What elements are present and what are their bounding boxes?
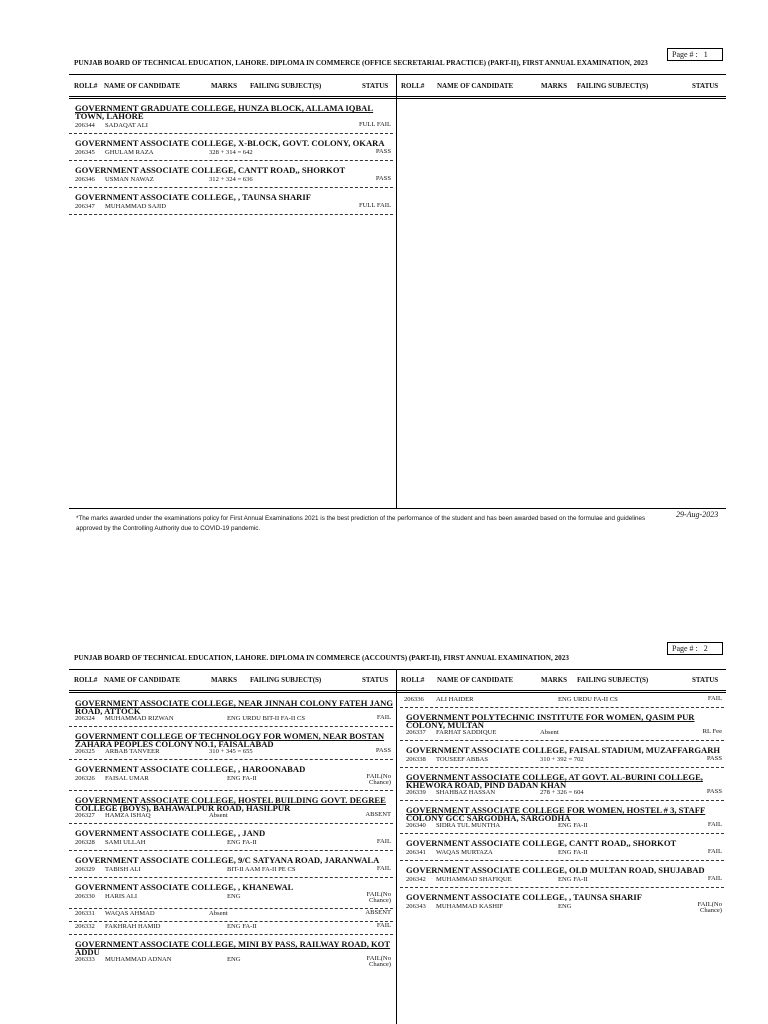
status: FAIL	[376, 714, 391, 721]
institute-name: GOVERNMENT ASSOCIATE COLLEGE, FAISAL STADIUM, MUZAFFARGARH	[406, 745, 721, 754]
roll-number: 206345	[75, 149, 95, 156]
institute-name: GOVERNMENT ASSOCIATE COLLEGE, , TAUNSA SHARIF	[406, 892, 642, 901]
institute-name: GOVERNMENT ASSOCIATE COLLEGE, , HAROONABAD	[75, 764, 306, 773]
col-name-header: NAME OF CANDIDATE	[437, 82, 514, 90]
column-header-rule	[69, 690, 726, 693]
roll-number: 206332	[75, 923, 95, 930]
table-row	[69, 715, 393, 727]
col-failing-header: FAILING SUBJECT(S)	[250, 676, 322, 684]
candidate-name: TOUSEEF ABBAS	[436, 756, 489, 763]
status: FAIL	[707, 848, 722, 855]
failing-subjects: ENG URDU FA-II CS	[558, 696, 618, 703]
candidate-name: USMAN NAWAZ	[105, 176, 154, 183]
institute-name: GOVERNMENT POLYTECHNIC INSTITUTE FOR WOMEN, QASIM PUR COLONY, MULTAN	[406, 712, 695, 729]
institute-name: GOVERNMENT GRADUATE COLLEGE, HUNZA BLOCK, ALLAMA IQBAL TOWN, LAHORE	[75, 103, 374, 120]
status: FAIL	[707, 821, 722, 828]
institute-name: GOVERNMENT ASSOCIATE COLLEGE, MINI BY PASS, RAILWAY ROAD, KOT ADDU	[75, 939, 391, 956]
institute-name: GOVERNMENT ASSOCIATE COLLEGE, 9/C SATYANA ROAD, JARANWALA	[75, 855, 380, 864]
marks: Absent	[540, 729, 559, 736]
institute-block	[69, 824, 393, 851]
failing-subjects: ENG	[227, 893, 241, 900]
institute-name: GOVERNMENT ASSOCIATE COLLEGE, , JAND	[75, 828, 266, 837]
marks: 312 + 324 = 636	[209, 176, 253, 183]
col-status-header: STATUS	[692, 82, 719, 90]
left-column	[69, 694, 393, 973]
col-status-header: STATUS	[362, 676, 389, 684]
roll-number: 206324	[75, 715, 95, 722]
failing-subjects: ENG FA-II	[558, 822, 588, 829]
candidate-name: TABISH ALI	[105, 866, 141, 873]
institute-block	[400, 834, 724, 861]
roll-number: 206338	[406, 756, 426, 763]
institute-block	[69, 727, 393, 760]
page-number: Page # : 2	[667, 642, 723, 655]
institute-name: GOVERNMENT ASSOCIATE COLLEGE, CANTT ROAD,, SHORKOT	[75, 165, 346, 174]
col-roll-header: ROLL#	[74, 676, 98, 684]
table-row	[400, 901, 724, 918]
col-status-header: STATUS	[692, 676, 719, 684]
failing-subjects: BIT-II AAM FA-II PE CS	[227, 866, 296, 873]
institute-block	[69, 694, 393, 727]
candidate-name: SIDRA TUL MUNTHA	[436, 822, 501, 829]
institute-block	[400, 708, 724, 741]
candidate-name: SHAHBAZ HASSAN	[436, 789, 496, 796]
page-header: PUNJAB BOARD OF TECHNICAL EDUCATION, LAHORE. DIPLOMA IN COMMERCE (OFFICE SECRETARIAL PRACTICE) (PART-II), FIRST ANNUAL EXAMINATION, 2023	[74, 59, 648, 67]
table-row	[400, 874, 724, 888]
status: FAIL(No Chance)	[366, 773, 391, 786]
institute-name: GOVERNMENT ASSOCIATE COLLEGE, , TAUNSA SHARIF	[75, 192, 311, 201]
institute-name: GOVERNMENT ASSOCIATE COLLEGE, AT GOVT. AL-BURINI COLLEGE, KHEWORA ROAD, PIND DADAN KHAN	[406, 772, 703, 789]
table-row	[69, 864, 393, 878]
table-row	[400, 729, 724, 741]
failing-subjects: ENG	[227, 956, 241, 963]
status: FAIL	[707, 695, 722, 702]
candidate-name: MUHAMMAD KASHIF	[436, 903, 503, 910]
table-row	[69, 812, 393, 824]
col-name-header: NAME OF CANDIDATE	[104, 676, 181, 684]
roll-number: 206347	[75, 203, 95, 210]
table-row	[400, 694, 724, 708]
col-roll-header: ROLL#	[74, 82, 98, 90]
col-marks-header: MARKS	[211, 676, 238, 684]
candidate-name: FAKHRAH HAMID	[105, 923, 161, 930]
status: PASS	[375, 175, 391, 182]
status: PASS	[375, 747, 391, 754]
roll-number: 206333	[75, 956, 95, 963]
institute-block	[400, 768, 724, 801]
institute-block	[69, 935, 393, 973]
candidate-name: FAISAL UMAR	[105, 775, 149, 782]
col-marks-header: MARKS	[211, 82, 238, 90]
table-row	[400, 822, 724, 834]
col-failing-header: FAILING SUBJECT(S)	[250, 82, 322, 90]
institute-name: GOVERNMENT COLLEGE OF TECHNOLOGY FOR WOMEN, NEAR BOSTAN ZAHARA PEOPLES COLONY NO.1, FAISALABAD	[75, 731, 385, 748]
institute-name: GOVERNMENT ASSOCIATE COLLEGE FOR WOMEN, HOSTEL # 3, STAFF COLONY GCC SARGODHA, SARGODHA	[406, 805, 706, 822]
candidate-name: HARIS ALI	[105, 893, 138, 900]
institute-block	[69, 878, 393, 935]
table-row	[69, 922, 393, 935]
col-marks-header: MARKS	[541, 82, 568, 90]
marks: Absent	[209, 812, 228, 819]
roll-number: 206327	[75, 812, 95, 819]
col-marks-header: MARKS	[541, 676, 568, 684]
institute-block	[69, 760, 393, 791]
failing-subjects: ENG FA-II	[558, 876, 588, 883]
candidate-name: MUHAMMAD SAJID	[105, 203, 166, 210]
institute-name: GOVERNMENT ASSOCIATE COLLEGE, NEAR JINNAH COLONY FATEH JANG ROAD, ATTOCK	[75, 698, 393, 715]
roll-number: 206336	[404, 696, 424, 703]
institute-block	[69, 851, 393, 878]
roll-number: 206326	[75, 775, 95, 782]
roll-number: 206331	[75, 910, 95, 917]
institute-block	[400, 741, 724, 768]
institute-name: GOVERNMENT ASSOCIATE COLLEGE, OLD MULTAN ROAD, SHUJABAD	[406, 865, 705, 874]
marks: 310 + 392 = 702	[540, 756, 584, 763]
institute-block	[400, 888, 724, 918]
roll-number: 206330	[75, 893, 95, 900]
col-failing-header: FAILING SUBJECT(S)	[577, 676, 649, 684]
roll-number: 206341	[406, 849, 426, 856]
page-header: PUNJAB BOARD OF TECHNICAL EDUCATION, LAHORE. DIPLOMA IN COMMERCE (ACCOUNTS) (PART-II), FIRST ANNUAL EXAMINATION, 2023	[74, 654, 569, 662]
failing-subjects: ENG FA-II	[227, 775, 257, 782]
marks: 310 + 345 = 655	[209, 748, 253, 755]
table-row	[69, 837, 393, 851]
failing-subjects: ENG	[558, 903, 572, 910]
status: RL Fee	[702, 728, 722, 735]
candidate-name: ARBAB TANVEER	[105, 748, 160, 755]
roll-number: 206328	[75, 839, 95, 846]
table-row	[400, 789, 724, 801]
table-row	[69, 773, 393, 791]
status: FULL FAIL	[358, 202, 391, 209]
status: FAIL	[376, 865, 391, 872]
status: FAIL(No Chance)	[366, 955, 391, 968]
failing-subjects: ENG FA-II	[227, 839, 257, 846]
candidate-name: MUHAMMAD ADNAN	[105, 956, 172, 963]
institute-block	[69, 791, 393, 824]
candidate-name: FARHAT SADDIQUE	[436, 729, 497, 736]
status: PASS	[375, 148, 391, 155]
table-row	[69, 748, 393, 760]
status: ABSENT	[365, 909, 391, 916]
status: PASS	[706, 755, 722, 762]
institute-name: GOVERNMENT ASSOCIATE COLLEGE, X-BLOCK, GOVT. COLONY, OKARA	[75, 138, 385, 147]
status: FAIL	[376, 838, 391, 845]
candidate-name: MUHAMMAD SHAFIQUE	[436, 876, 512, 883]
status: FAIL	[376, 922, 391, 929]
table-row	[69, 891, 393, 909]
table-row	[69, 909, 393, 922]
candidate-name: SADAQAT ALI	[105, 122, 148, 129]
status: ABSENT	[365, 811, 391, 818]
col-name-header: NAME OF CANDIDATE	[104, 82, 181, 90]
status: FULL FAIL	[358, 121, 391, 128]
col-failing-header: FAILING SUBJECT(S)	[577, 82, 649, 90]
roll-number: 206344	[75, 122, 95, 129]
institute-name: GOVERNMENT ASSOCIATE COLLEGE, CANTT ROAD,, SHORKOT	[406, 838, 677, 847]
roll-number: 206343	[406, 903, 426, 910]
table-row	[400, 754, 724, 768]
institute-name: GOVERNMENT ASSOCIATE COLLEGE, , KHANEWAL	[75, 882, 294, 891]
marks: 328 + 314 = 642	[209, 149, 253, 156]
failing-subjects: ENG FA-II	[227, 923, 257, 930]
roll-number: 206346	[75, 176, 95, 183]
roll-number: 206325	[75, 748, 95, 755]
col-roll-header: ROLL#	[401, 676, 425, 684]
failing-subjects: ENG URDU BIT-II FA-II CS	[227, 715, 306, 722]
covid-footnote: *The marks awarded under the examinations policy for First Annual Examinations 2021 is the best prediction of the performance of the student and has been awarded based on the formulae and guidelines approved by the Controlling Authority due to COVID-19 pandemic.	[76, 515, 646, 532]
roll-number: 206342	[406, 876, 426, 883]
candidate-name: WAQAS MURTAZA	[436, 849, 493, 856]
marks: 278 + 326 = 604	[540, 789, 584, 796]
status: PASS	[706, 788, 722, 795]
col-roll-header: ROLL#	[401, 82, 425, 90]
candidate-name: SAMI ULLAH	[105, 839, 146, 846]
status: FAIL(No Chance)	[366, 891, 391, 904]
table-row	[400, 847, 724, 861]
candidate-name: WAQAS AHMAD	[105, 910, 155, 917]
print-date: 29-Aug-2023	[676, 510, 719, 519]
candidate-name: MUHAMMAD RIZWAN	[105, 715, 174, 722]
column-divider	[396, 669, 397, 1024]
table-row	[69, 956, 393, 973]
roll-number: 206339	[406, 789, 426, 796]
page-number: Page # : 1	[667, 48, 723, 61]
marks: Absent	[209, 910, 228, 917]
right-column	[400, 694, 724, 918]
roll-number: 206337	[406, 729, 426, 736]
roll-number: 206329	[75, 866, 95, 873]
institute-block	[400, 861, 724, 888]
candidate-name: GHULAM RAZA	[105, 149, 154, 156]
candidate-name: ALI HAIDER	[436, 696, 474, 703]
col-status-header: STATUS	[362, 82, 389, 90]
status: FAIL(No Chance)	[697, 901, 722, 914]
failing-subjects: ENG FA-II	[558, 849, 588, 856]
status: FAIL	[707, 875, 722, 882]
institute-block	[400, 801, 724, 834]
roll-number: 206340	[406, 822, 426, 829]
candidate-name: HAMZA ISHAQ	[105, 812, 151, 819]
col-name-header: NAME OF CANDIDATE	[437, 676, 514, 684]
institute-name: GOVERNMENT ASSOCIATE COLLEGE, HOSTEL BUILDING GOVT. DEGREE COLLEGE (BOYS), BAHAWALPUR ROAD, HASILPUR	[75, 795, 386, 812]
header-rule	[69, 669, 726, 670]
